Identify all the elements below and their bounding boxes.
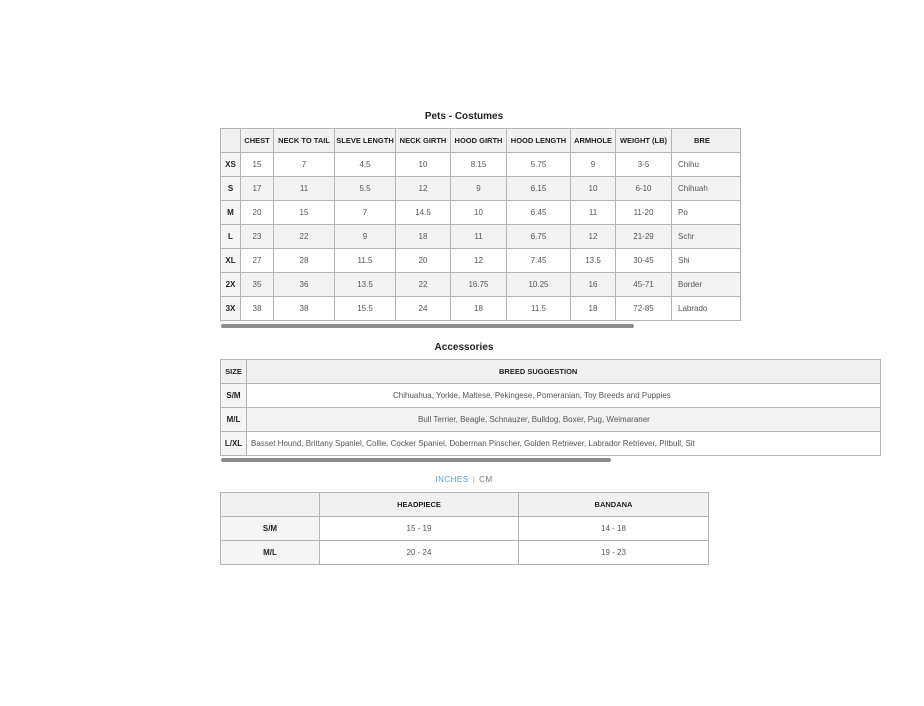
table-row — [221, 432, 881, 456]
table-cell: 12 — [396, 177, 451, 201]
row-size-label: M/L — [221, 541, 320, 565]
table-cell: 13.5 — [335, 273, 396, 297]
unit-separator: | — [472, 475, 476, 484]
table-row — [221, 249, 741, 273]
table-row — [221, 177, 741, 201]
unit-inches-option[interactable]: INCHES — [435, 475, 469, 484]
col-weight: WEIGHT (LB) — [616, 129, 672, 153]
accessories-title: Accessories — [434, 342, 494, 353]
table-cell: 11 — [451, 225, 507, 249]
table-cell: 16.75 — [451, 273, 507, 297]
row-size-label: S — [221, 177, 241, 201]
table-cell: 22 — [396, 273, 451, 297]
col-size: SIZE — [221, 360, 247, 384]
col-hood-length: HOOD LENGTH — [507, 129, 571, 153]
unit-cm-option[interactable]: CM — [479, 475, 493, 484]
table-cell: Chihuahua, Yorkie, Maltese, Pekingese, Pomeranian, Toy Breeds and Puppies — [247, 384, 881, 408]
table-cell: 18 — [451, 297, 507, 321]
table-cell: 3-5 — [616, 153, 672, 177]
col-neck-girth: NECK GIRTH — [396, 129, 451, 153]
table-row — [221, 541, 709, 565]
table-cell: 11.5 — [507, 297, 571, 321]
table-cell: Labrado — [672, 297, 741, 321]
table-cell: 38 — [274, 297, 335, 321]
table-cell: 22 — [274, 225, 335, 249]
table-cell: Border — [672, 273, 741, 297]
col-chest: CHEST — [241, 129, 274, 153]
table-cell: Chihuah — [672, 177, 741, 201]
table-cell: 35 — [241, 273, 274, 297]
table-cell: 9 — [335, 225, 396, 249]
table-cell: 6.75 — [507, 225, 571, 249]
col-headpiece: HEADPIECE — [320, 493, 519, 517]
table-cell: 11 — [571, 201, 616, 225]
measurements-table — [220, 492, 709, 565]
measurements-header-row — [221, 493, 709, 517]
table-cell: 11 — [274, 177, 335, 201]
table-cell: 23 — [241, 225, 274, 249]
table-cell: 12 — [451, 249, 507, 273]
table-cell: 45-71 — [616, 273, 672, 297]
table-cell: 6.15 — [507, 177, 571, 201]
table-cell: 18 — [396, 225, 451, 249]
table-cell: 18 — [571, 297, 616, 321]
table-row — [221, 153, 741, 177]
costumes-title: Pets - Costumes — [424, 111, 504, 122]
table-cell: 30-45 — [616, 249, 672, 273]
table-cell: 15 — [274, 201, 335, 225]
table-row — [221, 297, 741, 321]
row-size-label: XL — [221, 249, 241, 273]
table-cell: 5.5 — [335, 177, 396, 201]
table-cell: 16 — [571, 273, 616, 297]
row-size-label: M/L — [221, 408, 247, 432]
table-cell: 11-20 — [616, 201, 672, 225]
table-cell: 15 - 19 — [320, 517, 519, 541]
table-row — [221, 408, 881, 432]
col-breed-suggestion: BREED SUGGESTION — [247, 360, 881, 384]
table-cell: 11.5 — [335, 249, 396, 273]
table-row — [221, 201, 741, 225]
col-sleeve-length: SLEVE LENGTH — [335, 129, 396, 153]
table-cell: 9 — [451, 177, 507, 201]
row-size-label: L/XL — [221, 432, 247, 456]
table-cell: 15 — [241, 153, 274, 177]
table-cell: Chihu — [672, 153, 741, 177]
table-cell: 12 — [571, 225, 616, 249]
table-cell: 10 — [451, 201, 507, 225]
table-cell: 7 — [335, 201, 396, 225]
table-cell: Bull Terrier, Beagle, Schnauzer, Bulldog, Boxer, Pug, Weimaraner — [247, 408, 881, 432]
col-hood-girth: HOOD GIRTH — [451, 129, 507, 153]
row-size-label: L — [221, 225, 241, 249]
table-cell: 14 - 18 — [519, 517, 709, 541]
col-breed: BRE — [672, 129, 741, 153]
measurements-table-viewport — [220, 492, 709, 567]
table-cell: 6.45 — [507, 201, 571, 225]
measurements-corner — [221, 493, 320, 517]
table-cell: Basset Hound, Brittany Spaniel, Collie, Cocker Spaniel, Doberman Pinscher, Golden Retriever, Labrador Retriever, Pitbull, Sit — [247, 432, 881, 456]
table-cell: 20 — [241, 201, 274, 225]
table-cell: Shi — [672, 249, 741, 273]
table-cell: 27 — [241, 249, 274, 273]
row-size-label: S/M — [221, 384, 247, 408]
table-cell: 19 - 23 — [519, 541, 709, 565]
accessories-table — [220, 359, 881, 456]
row-size-label: M — [221, 201, 241, 225]
accessories-header-row — [221, 360, 881, 384]
table-cell: 72-85 — [616, 297, 672, 321]
row-size-label: XS — [221, 153, 241, 177]
table-cell: 20 - 24 — [320, 541, 519, 565]
table-cell: 38 — [241, 297, 274, 321]
table-cell: 17 — [241, 177, 274, 201]
table-cell: 6-10 — [616, 177, 672, 201]
table-row — [221, 225, 741, 249]
table-cell: 10.25 — [507, 273, 571, 297]
col-neck-to-tail: NECK TO TAIL — [274, 129, 335, 153]
table-cell: Schr — [672, 225, 741, 249]
row-size-label: 3X — [221, 297, 241, 321]
table-cell: 4.5 — [335, 153, 396, 177]
table-row — [221, 517, 709, 541]
table-cell: 7 — [274, 153, 335, 177]
table-cell: 24 — [396, 297, 451, 321]
costumes-corner — [221, 129, 241, 153]
table-row — [221, 384, 881, 408]
table-cell: 28 — [274, 249, 335, 273]
accessories-table-viewport[interactable] — [220, 359, 708, 457]
unit-toggle — [220, 475, 708, 484]
table-row — [221, 273, 741, 297]
costumes-scrollbar[interactable] — [221, 324, 634, 328]
table-cell: 20 — [396, 249, 451, 273]
table-cell: 7.45 — [507, 249, 571, 273]
costumes-table — [220, 128, 741, 321]
table-cell: 36 — [274, 273, 335, 297]
table-cell: 21-29 — [616, 225, 672, 249]
costumes-header-row — [221, 129, 741, 153]
row-size-label: 2X — [221, 273, 241, 297]
table-cell: 10 — [396, 153, 451, 177]
table-cell: Po — [672, 201, 741, 225]
row-size-label: S/M — [221, 517, 320, 541]
table-cell: 8.15 — [451, 153, 507, 177]
table-cell: 10 — [571, 177, 616, 201]
accessories-scrollbar[interactable] — [221, 458, 611, 462]
col-armhole: ARMHOLE — [571, 129, 616, 153]
col-bandana: BANDANA — [519, 493, 709, 517]
table-cell: 14.5 — [396, 201, 451, 225]
costumes-table-viewport[interactable] — [220, 128, 708, 323]
table-cell: 5.75 — [507, 153, 571, 177]
table-cell: 13.5 — [571, 249, 616, 273]
table-cell: 9 — [571, 153, 616, 177]
table-cell: 15.5 — [335, 297, 396, 321]
